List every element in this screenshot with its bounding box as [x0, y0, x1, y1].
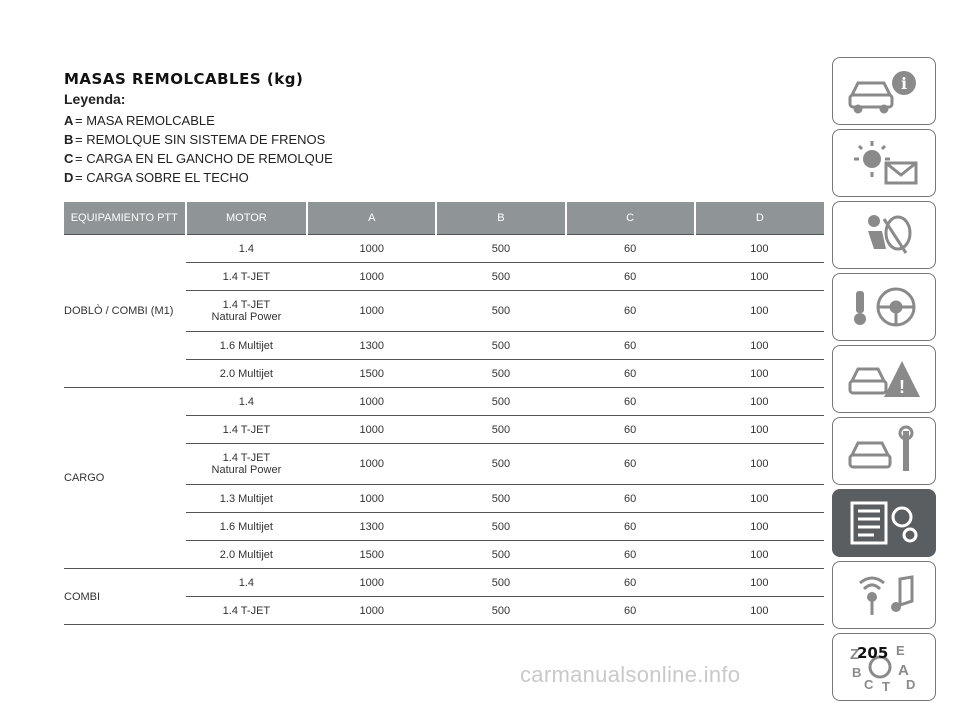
cell-b: 500 [436, 360, 565, 388]
multimedia-icon [844, 569, 924, 621]
equipment-cell: CARGO [64, 388, 186, 569]
tab-technical-data[interactable] [832, 489, 936, 557]
cell-d: 100 [695, 235, 824, 263]
cell-motor: 2.0 Multijet [186, 541, 308, 569]
cell-d: 100 [695, 485, 824, 513]
table-row [64, 235, 824, 263]
cell-b: 500 [436, 416, 565, 444]
legend-item [64, 168, 333, 187]
cell-b: 500 [436, 485, 565, 513]
tab-dashboard-lights[interactable] [832, 129, 936, 197]
cell-d: 100 [695, 513, 824, 541]
column-header: C [566, 202, 695, 235]
legend-item [64, 149, 333, 168]
dashboard-light-icon [844, 137, 924, 189]
cell-a: 1300 [307, 513, 436, 541]
legend-text: = REMOLQUE SIN SISTEMA DE FRENOS [75, 132, 326, 147]
cell-motor: 2.0 Multijet [186, 360, 308, 388]
cell-motor: 1.4 T-JET [186, 416, 308, 444]
technical-data-icon [844, 497, 924, 549]
cell-motor: 1.4 [186, 235, 308, 263]
cell-c: 60 [566, 291, 695, 332]
cell-motor: 1.4 T-JET [186, 597, 308, 625]
svg-text:A: A [898, 662, 909, 679]
safety-airbag-icon [844, 209, 924, 261]
cell-a: 1000 [307, 388, 436, 416]
legend-item [64, 111, 333, 130]
cell-c: 60 [566, 332, 695, 360]
column-header: B [436, 202, 565, 235]
legend-key: A [64, 113, 74, 128]
cell-motor: 1.6 Multijet [186, 513, 308, 541]
svg-text:!: ! [899, 377, 905, 397]
legend-item [64, 130, 333, 149]
cell-c: 60 [566, 513, 695, 541]
legend-list [64, 111, 333, 187]
cell-motor: 1.4 T-JET Natural Power [186, 444, 308, 485]
svg-text:B: B [852, 665, 862, 680]
tab-starting-driving[interactable] [832, 273, 936, 341]
watermark-text: carmanualsonline.info [520, 662, 741, 687]
svg-text:C: C [864, 677, 874, 692]
cell-a: 1000 [307, 485, 436, 513]
cell-a: 1000 [307, 416, 436, 444]
cell-a: 1300 [307, 332, 436, 360]
tab-maintenance[interactable] [832, 417, 936, 485]
cell-c: 60 [566, 416, 695, 444]
cell-a: 1000 [307, 597, 436, 625]
cell-b: 500 [436, 541, 565, 569]
legend-key: B [64, 132, 74, 147]
cell-b: 500 [436, 444, 565, 485]
cell-c: 60 [566, 444, 695, 485]
page-number: 205 [857, 644, 889, 662]
svg-text:Z: Z [850, 646, 860, 663]
cell-a: 1000 [307, 291, 436, 332]
cell-c: 60 [566, 597, 695, 625]
cell-c: 60 [566, 541, 695, 569]
svg-text:D: D [906, 677, 916, 692]
table-row [64, 388, 824, 416]
legend-text: = CARGA EN EL GANCHO DE REMOLQUE [75, 151, 333, 166]
cell-a: 1500 [307, 541, 436, 569]
cell-a: 1500 [307, 360, 436, 388]
cell-d: 100 [695, 291, 824, 332]
column-header: D [695, 202, 824, 235]
emergency-accident-icon [844, 353, 924, 405]
cell-a: 1000 [307, 235, 436, 263]
cell-a: 1000 [307, 263, 436, 291]
cell-motor: 1.6 Multijet [186, 332, 308, 360]
cell-motor: 1.3 Multijet [186, 485, 308, 513]
cell-a: 1000 [307, 569, 436, 597]
chapter-sidebar [832, 57, 938, 705]
steering-wheel-key-icon [844, 281, 924, 333]
legend-heading: Leyenda: [64, 91, 126, 107]
page-title: MASAS REMOLCABLES (kg) [64, 70, 304, 88]
column-header: A [307, 202, 436, 235]
cell-c: 60 [566, 388, 695, 416]
car-info-icon [844, 65, 924, 117]
cell-b: 500 [436, 235, 565, 263]
equipment-cell: DOBLÒ / COMBI (M1) [64, 235, 186, 388]
tab-multimedia[interactable] [832, 561, 936, 629]
cell-motor: 1.4 T-JET [186, 263, 308, 291]
car-maintenance-icon [844, 425, 924, 477]
cell-motor: 1.4 T-JET Natural Power [186, 291, 308, 332]
cell-b: 500 [436, 291, 565, 332]
cell-d: 100 [695, 360, 824, 388]
table-header-row [64, 202, 824, 235]
equipment-cell: COMBI [64, 569, 186, 625]
cell-b: 500 [436, 513, 565, 541]
cell-a: 1000 [307, 444, 436, 485]
svg-text:i: i [900, 74, 908, 93]
cell-c: 60 [566, 569, 695, 597]
svg-text:T: T [882, 679, 890, 693]
cell-d: 100 [695, 569, 824, 597]
towing-mass-table [64, 202, 824, 625]
cell-b: 500 [436, 388, 565, 416]
svg-text:E: E [896, 643, 905, 658]
tab-emergency[interactable] [832, 345, 936, 413]
column-header: EQUIPAMIENTO PTT [64, 202, 186, 235]
cell-d: 100 [695, 263, 824, 291]
cell-c: 60 [566, 360, 695, 388]
tab-safety[interactable] [832, 201, 936, 269]
column-header: MOTOR [186, 202, 308, 235]
tab-car-info[interactable] [832, 57, 936, 125]
cell-motor: 1.4 [186, 388, 308, 416]
legend-text: = MASA REMOLCABLE [75, 113, 215, 128]
cell-b: 500 [436, 569, 565, 597]
cell-c: 60 [566, 485, 695, 513]
cell-b: 500 [436, 263, 565, 291]
cell-d: 100 [695, 332, 824, 360]
cell-motor: 1.4 [186, 569, 308, 597]
cell-d: 100 [695, 597, 824, 625]
legend-key: C [64, 151, 74, 166]
cell-b: 500 [436, 597, 565, 625]
cell-d: 100 [695, 416, 824, 444]
cell-b: 500 [436, 332, 565, 360]
cell-d: 100 [695, 444, 824, 485]
legend-key: D [64, 170, 74, 185]
cell-c: 60 [566, 235, 695, 263]
table-row [64, 569, 824, 597]
cell-c: 60 [566, 263, 695, 291]
legend-text: = CARGA SOBRE EL TECHO [75, 170, 249, 185]
cell-d: 100 [695, 541, 824, 569]
cell-d: 100 [695, 388, 824, 416]
